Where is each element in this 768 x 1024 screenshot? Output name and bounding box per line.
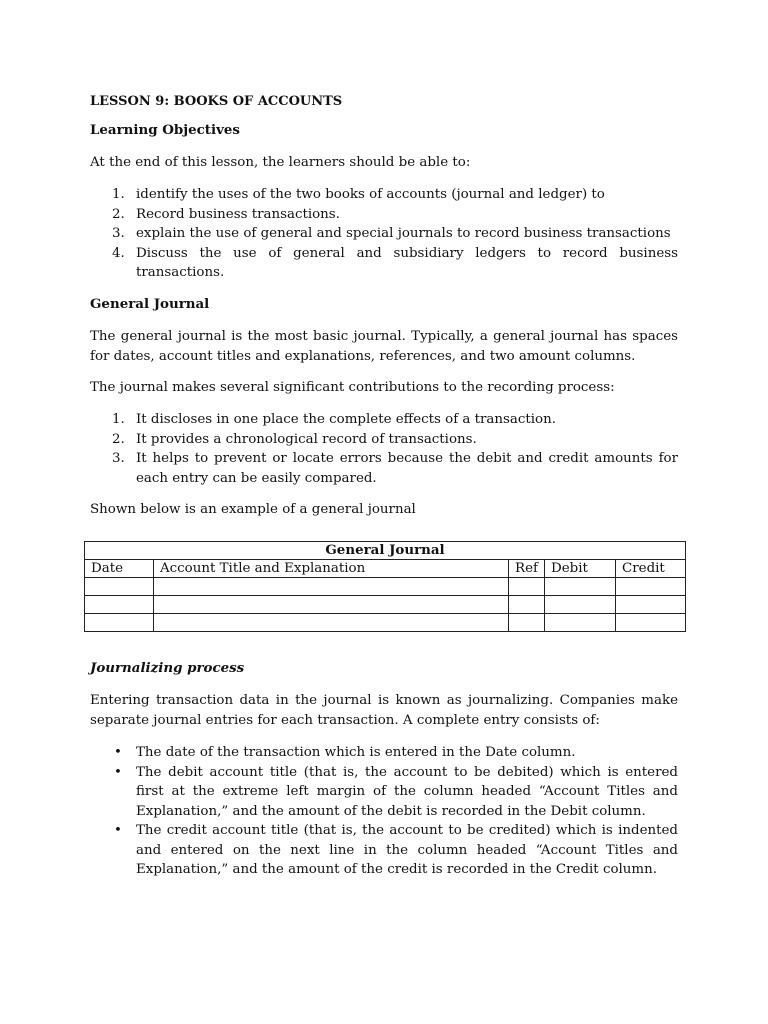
list-item: 4. Discuss the use of general and subsidiary ledgers to record business transactions. (112, 245, 678, 280)
general-journal-paragraph: The general journal is the most basic journal. Typically, a general journal has spaces for dates, account titles and explanations, references, and two amount columns. (90, 329, 678, 364)
contributions-list (90, 410, 678, 488)
general-journal-heading: General Journal (90, 296, 210, 312)
list-item: • The credit account title (that is, the account to be credited) which is indented and entered on the next line in the column headed “Account Titles and Explanation,” and the amount of the credit is recorded in the Credit column. (114, 823, 678, 877)
list-item: 1. identify the uses of the two books of accounts (journal and ledger) to (112, 187, 605, 202)
list-item: 1. It discloses in one place the complete effects of a transaction. (112, 412, 556, 427)
list-item: 3. It helps to prevent or locate errors because the debit and credit amounts for each entry can be easily compared. (112, 451, 678, 486)
general-journal-table (84, 541, 686, 632)
table-row (85, 614, 686, 632)
lesson-title: LESSON 9: BOOKS OF ACCOUNTS (90, 94, 343, 109)
column-header-debit: Debit (545, 560, 616, 578)
objectives-intro: At the end of this lesson, the learners should be able to: (90, 155, 471, 170)
entry-components-list (90, 743, 678, 880)
list-item: 3. explain the use of general and special journals to record business transactions (112, 226, 671, 241)
table-row (85, 596, 686, 614)
column-header-date: Date (85, 560, 154, 578)
list-item: 2. Record business transactions. (112, 206, 340, 222)
table-title: General Journal (85, 542, 686, 560)
objectives-heading: Learning Objectives (90, 122, 240, 138)
journalizing-heading: Journalizing process (90, 660, 245, 676)
column-header-credit: Credit (616, 560, 686, 578)
table-title-row (85, 542, 686, 560)
column-header-account-title: Account Title and Explanation (154, 560, 509, 578)
contributions-intro: The journal makes several significant contributions to the recording process: (90, 380, 615, 395)
table-header-row (85, 560, 686, 578)
journalizing-paragraph: Entering transaction data in the journal is known as journalizing. Companies make separate journal entries for each transaction. A complete entry consists of: (90, 693, 678, 728)
list-item: 2. It provides a chronological record of transactions. (112, 431, 477, 447)
table-row (85, 578, 686, 596)
list-item: • The date of the transaction which is entered in the Date column. (114, 745, 576, 760)
example-intro: Shown below is an example of a general journal (90, 502, 416, 517)
column-header-ref: Ref (509, 560, 545, 578)
objectives-list (90, 185, 678, 283)
list-item: • The debit account title (that is, the account to be debited) which is entered first at the extreme left margin of the column headed “Account Titles and Explanation,” and the amount of the debit is recorded in the Debit column. (114, 764, 678, 819)
